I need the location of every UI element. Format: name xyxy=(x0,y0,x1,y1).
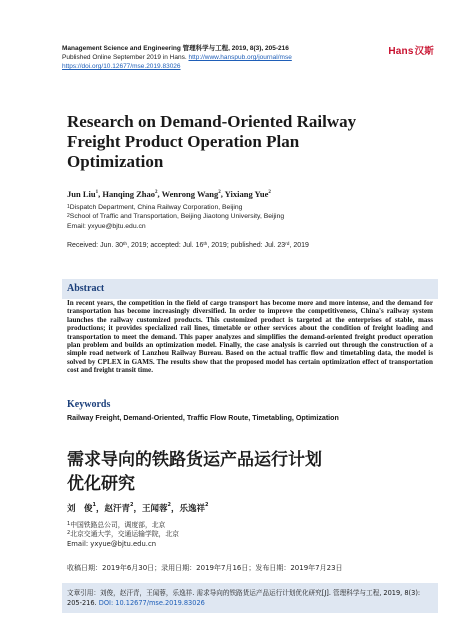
author-2-sup: 2 xyxy=(155,190,158,196)
affiliation-1 xyxy=(67,204,242,212)
author-3: , Wenrong Wang xyxy=(157,189,219,199)
affiliation-1-text: Dispatch Department, China Railway Corporation, Beijing xyxy=(69,204,243,211)
author-4-sup: 2 xyxy=(268,190,271,196)
affiliation-cn-2 xyxy=(67,530,179,538)
keywords-body: Railway Freight, Demand-Oriented, Traffic Flow Route, Timetabling, Optimization xyxy=(67,414,339,422)
affiliation-cn-1-text: 中国铁路总公司，调度部，北京 xyxy=(70,521,166,529)
dates-cn: 收稿日期：2019年6月30日；录用日期：2019年7月16日；发布日期：2019年7月23日 xyxy=(67,564,343,572)
doi-link[interactable]: https://doi.org/10.12677/mse.2019.83026 xyxy=(62,63,181,70)
journal-name: Management Science and Engineering xyxy=(62,45,181,52)
title-cn-line-2: 优化研究 xyxy=(67,474,135,494)
received-label: Received: Jun. 30 xyxy=(67,242,124,249)
published-prefix: Published Online September 2019 in Hans. xyxy=(62,54,187,61)
received-sup: th xyxy=(123,242,128,247)
citation-doi-link[interactable]: DOI: 10.12677/mse.2019.83026 xyxy=(98,599,205,607)
affiliation-2 xyxy=(67,213,284,221)
logo-cn-text: 汉斯 xyxy=(414,46,434,57)
keywords-heading: Keywords xyxy=(67,399,111,410)
abstract-heading-band xyxy=(62,279,438,299)
published-label: , 2019; published: Jul. 23 xyxy=(207,242,286,249)
publisher-logo xyxy=(388,43,434,57)
author-cn-4-sup: 2 xyxy=(205,502,209,508)
email-cn: Email: yxyue@bjtu.edu.cn xyxy=(67,540,157,548)
affiliation-2-sup: 2 xyxy=(67,213,70,219)
author-cn-3-sup: 2 xyxy=(167,502,171,508)
author-cn-3: ，王闻蓉 xyxy=(133,504,168,514)
journal-header xyxy=(62,45,289,53)
abstract-body: In recent years, the competition in the field of cargo transport has become more and more intense, and the demand for transportation has become increasingly diversified. In order to improve the competitiveness, China's railway system launches the railway customized products. This customized product is targeted at the enterprises of stable, mass productions; it provides specialized rail lines, timetable or other services about the condition of freight loading and transportation to meet the demand. This paper analyzes and simplifies the demand-oriented freight product operation plan problem and builds an optimization model. Finally, the case analysis is carried out through the construction of a simple road network of Lanzhou Railway Bureau. Based on the actual traffic flow and timetabling data, the model is solved by CPLEX in GAMS. The results show that the proposed model has certain optimization effect of transportation cost and freight transit time. xyxy=(67,299,433,375)
journal-url-link[interactable]: http://www.hanspub.org/journal/mse xyxy=(188,54,292,61)
affiliation-cn-2-text: 北京交通大学，交通运输学院，北京 xyxy=(70,530,179,538)
authors-cn xyxy=(67,502,209,514)
author-cn-1: 刘 俊 xyxy=(67,504,93,514)
published-line xyxy=(62,54,292,62)
email-en: Email: yxyue@bjtu.edu.cn xyxy=(67,223,146,230)
accepted-label: , 2019; accepted: Jul. 16 xyxy=(127,242,204,249)
paper-title-cn xyxy=(67,448,397,496)
author-3-sup: 2 xyxy=(218,190,221,196)
title-cn-line-1: 需求导向的铁路货运产品运行计划 xyxy=(67,450,322,470)
paper-title-en: Research on Demand-Oriented Railway Freight Product Operation Plan Optimization xyxy=(67,112,357,171)
author-cn-2-sup: 2 xyxy=(130,502,134,508)
authors-en xyxy=(67,189,271,199)
year-tail: , 2019 xyxy=(289,242,309,249)
citation xyxy=(67,588,435,608)
author-1: Jun Liu xyxy=(67,189,96,199)
doi-line xyxy=(62,63,181,71)
affiliation-2-text: School of Traffic and Transportation, Beijing Jiaotong University, Beijing xyxy=(69,213,285,220)
abstract-heading: Abstract xyxy=(67,283,105,294)
author-cn-4: ，乐逸祥 xyxy=(171,504,206,514)
affiliation-cn-1-sup: 1 xyxy=(67,521,71,527)
author-cn-1-sup: 1 xyxy=(92,502,96,508)
affiliation-cn-2-sup: 2 xyxy=(67,530,71,536)
journal-cn-ref: 管理科学与工程, 2019, 8(3), 205-216 xyxy=(182,45,289,52)
author-2: , Hanqing Zhao xyxy=(98,189,156,199)
author-4: , Yixiang Yue xyxy=(220,189,269,199)
affiliation-1-sup: 1 xyxy=(67,204,70,210)
dates-en xyxy=(67,242,309,249)
affiliation-cn-1 xyxy=(67,521,165,529)
author-cn-2: ，赵汗青 xyxy=(96,504,131,514)
author-1-sup: 1 xyxy=(95,190,99,196)
logo-text: Hans xyxy=(388,46,414,57)
citation-text: 文章引用：刘俊，赵汗青，王闻蓉，乐逸祥. 需求导向的铁路货运产品运行计划优化研究[J]. 管理科学与工程, 2019, 8(3): 205-216. xyxy=(67,589,421,607)
published-sup: rd xyxy=(285,242,290,247)
accepted-sup: th xyxy=(203,242,208,247)
